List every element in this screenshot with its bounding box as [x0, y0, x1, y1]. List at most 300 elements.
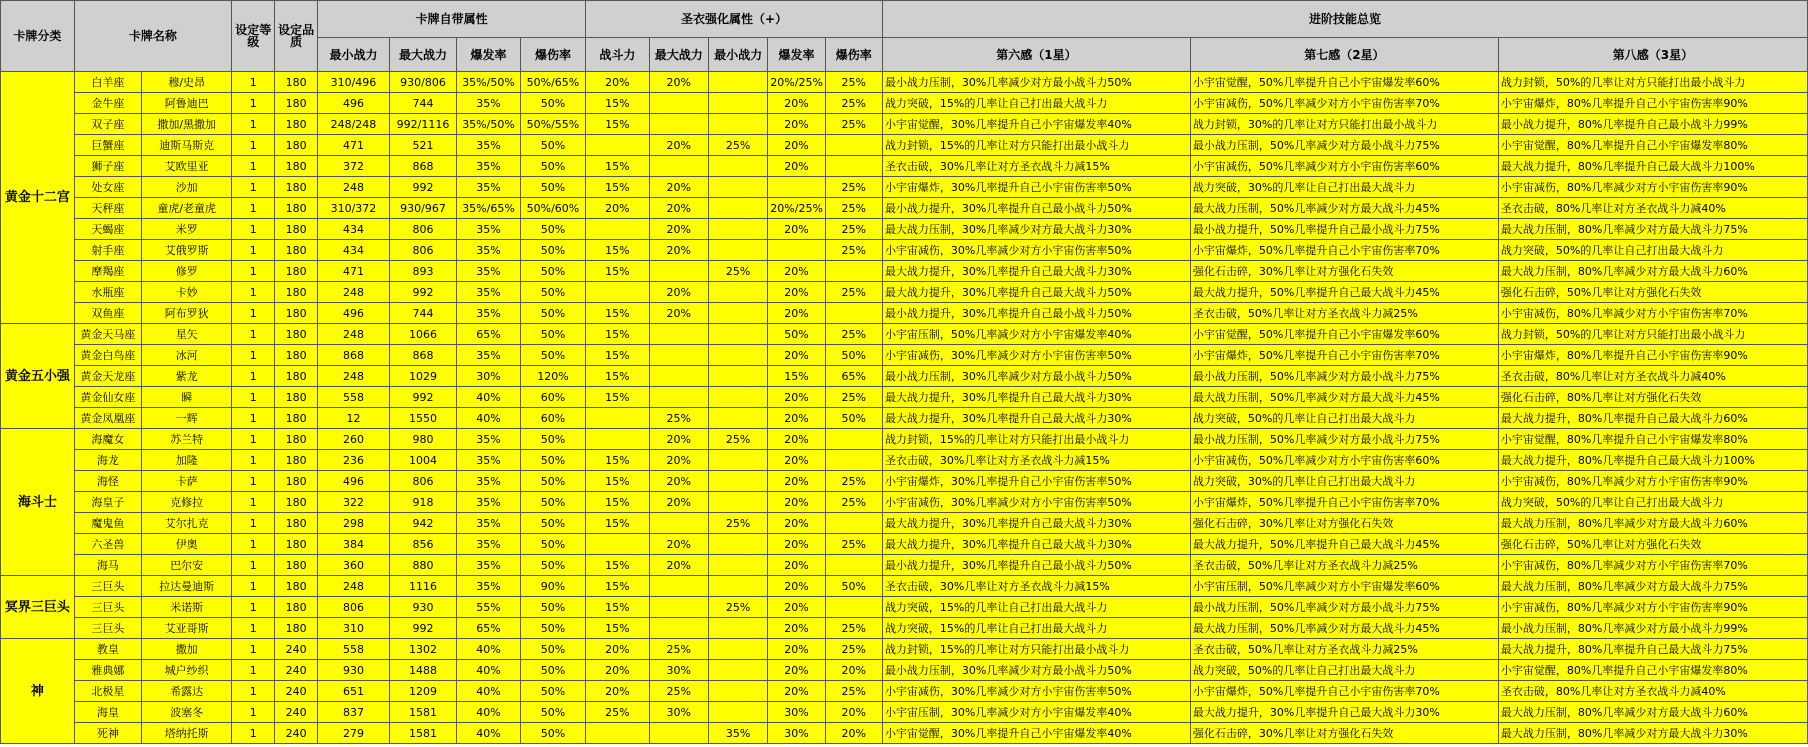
min-power-cell: 298 — [318, 513, 390, 534]
card-series-cell: 处女座 — [74, 177, 142, 198]
header-self-col: 爆发率 — [457, 38, 520, 72]
cloth-burst-rate-cell: 20% — [768, 618, 825, 639]
quality-cell: 180 — [275, 618, 318, 639]
cloth-power-cell: 25% — [586, 702, 649, 723]
skill-6th-cell: 战力封锁，15%的几率让对方只能打出最小战斗力 — [882, 639, 1190, 660]
table-row — [1, 534, 1808, 555]
cloth-max-power-cell: 20% — [649, 555, 708, 576]
cloth-power-cell — [586, 219, 649, 240]
table-row — [1, 660, 1808, 681]
skill-8th-cell: 小宇宙减伤，80%几率减少对方小宇宙伤害率70% — [1498, 555, 1807, 576]
cloth-max-power-cell — [649, 114, 708, 135]
cloth-burst-dmg-cell: 50% — [825, 576, 882, 597]
card-series-cell: 海魔女 — [74, 429, 142, 450]
cloth-max-power-cell — [649, 93, 708, 114]
burst-rate-cell: 35% — [457, 471, 520, 492]
card-series-cell: 海皇子 — [74, 492, 142, 513]
card-series-cell: 天蝎座 — [74, 219, 142, 240]
cloth-min-power-cell — [708, 156, 767, 177]
cloth-power-cell: 15% — [586, 303, 649, 324]
skill-6th-cell: 小宇宙压制，30%几率减少对方小宇宙爆发率40% — [882, 702, 1190, 723]
cloth-burst-rate-cell: 20% — [768, 534, 825, 555]
cloth-power-cell: 15% — [586, 114, 649, 135]
quality-cell: 180 — [275, 261, 318, 282]
table-row — [1, 282, 1808, 303]
burst-dmg-cell: 50% — [520, 555, 585, 576]
cloth-burst-dmg-cell: 25% — [825, 534, 882, 555]
burst-rate-cell: 40% — [457, 702, 520, 723]
skill-7th-cell: 战力突破，50%的几率让自己打出最大战斗力 — [1190, 660, 1498, 681]
cloth-power-cell: 15% — [586, 387, 649, 408]
table-row — [1, 702, 1808, 723]
burst-dmg-cell: 50% — [520, 618, 585, 639]
max-power-cell: 930 — [389, 597, 457, 618]
burst-dmg-cell: 60% — [520, 408, 585, 429]
card-series-cell: 海马 — [74, 555, 142, 576]
cloth-burst-rate-cell: 20%/25% — [768, 72, 825, 93]
table-row — [1, 492, 1808, 513]
max-power-cell: 1004 — [389, 450, 457, 471]
max-power-cell: 1302 — [389, 639, 457, 660]
skill-8th-cell: 战力封锁，50%的几率让对方只能打出最小战斗力 — [1498, 72, 1807, 93]
cloth-burst-dmg-cell: 25% — [825, 114, 882, 135]
quality-cell: 180 — [275, 387, 318, 408]
card-name-cell: 艾尔扎克 — [142, 513, 232, 534]
skill-7th-cell: 最小战力压制，50%几率减少对方最小战斗力75% — [1190, 429, 1498, 450]
burst-rate-cell: 40% — [457, 660, 520, 681]
burst-rate-cell: 35% — [457, 135, 520, 156]
card-name-cell: 穆/史昂 — [142, 72, 232, 93]
max-power-cell: 521 — [389, 135, 457, 156]
card-series-cell: 射手座 — [74, 240, 142, 261]
card-series-cell: 金牛座 — [74, 93, 142, 114]
table-row — [1, 366, 1808, 387]
skill-8th-cell: 战力突破，50%的几率让自己打出最大战斗力 — [1498, 240, 1807, 261]
skill-6th-cell: 小宇宙压制，50%几率减少对方小宇宙爆发率40% — [882, 324, 1190, 345]
cloth-min-power-cell — [708, 471, 767, 492]
table-row — [1, 408, 1808, 429]
cloth-power-cell — [586, 408, 649, 429]
quality-cell: 180 — [275, 177, 318, 198]
header-skill-col: 第八感（3星） — [1498, 38, 1807, 72]
level-cell: 1 — [232, 660, 275, 681]
cloth-burst-rate-cell: 20% — [768, 219, 825, 240]
card-name-cell: 米诺斯 — [142, 597, 232, 618]
table-row — [1, 681, 1808, 702]
min-power-cell: 434 — [318, 240, 390, 261]
skill-8th-cell: 小宇宙觉醒，80%几率提升自己小宇宙爆发率80% — [1498, 135, 1807, 156]
cloth-min-power-cell — [708, 660, 767, 681]
cloth-burst-dmg-cell: 65% — [825, 366, 882, 387]
burst-rate-cell: 35% — [457, 156, 520, 177]
card-name-cell: 撒加/黑撒加 — [142, 114, 232, 135]
max-power-cell: 930/967 — [389, 198, 457, 219]
cloth-min-power-cell — [708, 576, 767, 597]
cloth-power-cell: 15% — [586, 597, 649, 618]
cloth-power-cell: 15% — [586, 240, 649, 261]
card-series-cell: 天秤座 — [74, 198, 142, 219]
cloth-burst-rate-cell: 20% — [768, 660, 825, 681]
card-series-cell: 六圣兽 — [74, 534, 142, 555]
table-row — [1, 555, 1808, 576]
cloth-max-power-cell — [649, 366, 708, 387]
cloth-burst-rate-cell: 20% — [768, 492, 825, 513]
card-series-cell: 魔鬼鱼 — [74, 513, 142, 534]
skill-6th-cell: 小宇宙爆炸，30%几率提升自己小宇宙伤害率50% — [882, 177, 1190, 198]
level-cell: 1 — [232, 156, 275, 177]
header-cloth-col: 最大战力 — [649, 38, 708, 72]
cloth-min-power-cell — [708, 219, 767, 240]
min-power-cell: 930 — [318, 660, 390, 681]
min-power-cell: 360 — [318, 555, 390, 576]
table-row — [1, 324, 1808, 345]
quality-cell: 180 — [275, 156, 318, 177]
skill-7th-cell: 强化石击碎，30%几率让对方强化石失效 — [1190, 723, 1498, 744]
burst-dmg-cell: 50% — [520, 639, 585, 660]
cloth-burst-rate-cell: 20% — [768, 303, 825, 324]
cloth-burst-dmg-cell: 50% — [825, 408, 882, 429]
cloth-burst-rate-cell: 50% — [768, 324, 825, 345]
burst-dmg-cell: 50% — [520, 219, 585, 240]
burst-dmg-cell: 120% — [520, 366, 585, 387]
min-power-cell: 496 — [318, 471, 390, 492]
cloth-burst-dmg-cell — [825, 261, 882, 282]
card-series-cell: 狮子座 — [74, 156, 142, 177]
min-power-cell: 372 — [318, 156, 390, 177]
quality-cell: 180 — [275, 198, 318, 219]
skill-6th-cell: 最小战力压制，30%几率减少对方最小战斗力50% — [882, 660, 1190, 681]
min-power-cell: 558 — [318, 639, 390, 660]
level-cell: 1 — [232, 618, 275, 639]
card-name-cell: 米罗 — [142, 219, 232, 240]
cloth-min-power-cell — [708, 240, 767, 261]
card-name-cell: 城户纱织 — [142, 660, 232, 681]
card-series-cell: 雅典娜 — [74, 660, 142, 681]
cloth-min-power-cell — [708, 93, 767, 114]
table-row — [1, 177, 1808, 198]
cloth-burst-rate-cell: 20% — [768, 282, 825, 303]
level-cell: 1 — [232, 639, 275, 660]
level-cell: 1 — [232, 198, 275, 219]
min-power-cell: 384 — [318, 534, 390, 555]
burst-dmg-cell: 90% — [520, 576, 585, 597]
table-row — [1, 345, 1808, 366]
quality-cell: 180 — [275, 576, 318, 597]
cloth-burst-rate-cell: 20% — [768, 576, 825, 597]
max-power-cell: 806 — [389, 471, 457, 492]
quality-cell: 180 — [275, 303, 318, 324]
cloth-max-power-cell: 20% — [649, 177, 708, 198]
card-series-cell: 水瓶座 — [74, 282, 142, 303]
burst-rate-cell: 35% — [457, 534, 520, 555]
skill-6th-cell: 最大战力提升，30%几率提升自己最大战斗力50% — [882, 282, 1190, 303]
quality-cell: 180 — [275, 534, 318, 555]
skill-8th-cell: 最大战力提升，80%几率提升自己最大战斗力100% — [1498, 156, 1807, 177]
burst-rate-cell: 30% — [457, 366, 520, 387]
skill-8th-cell: 最大战力压制，80%几率减少对方最大战斗力75% — [1498, 219, 1807, 240]
max-power-cell: 992 — [389, 618, 457, 639]
cloth-power-cell — [586, 282, 649, 303]
level-cell: 1 — [232, 324, 275, 345]
skill-6th-cell: 小宇宙减伤，30%几率减少对方小宇宙伤害率50% — [882, 681, 1190, 702]
quality-cell: 180 — [275, 513, 318, 534]
category-cell: 黄金十二宫 — [1, 72, 75, 324]
skill-7th-cell: 小宇宙爆炸，50%几率提升自己小宇宙伤害率70% — [1190, 492, 1498, 513]
cloth-min-power-cell — [708, 177, 767, 198]
header-cloth-col: 最小战力 — [708, 38, 767, 72]
cloth-burst-rate-cell: 20% — [768, 387, 825, 408]
quality-cell: 180 — [275, 282, 318, 303]
card-series-cell: 海龙 — [74, 450, 142, 471]
cloth-burst-rate-cell: 30% — [768, 702, 825, 723]
card-series-cell: 黄金凤凰座 — [74, 408, 142, 429]
cloth-burst-rate-cell: 20% — [768, 513, 825, 534]
cloth-burst-dmg-cell — [825, 429, 882, 450]
header-card-name: 卡牌名称 — [74, 1, 232, 72]
skill-6th-cell: 战力封锁，15%的几率让对方只能打出最小战斗力 — [882, 135, 1190, 156]
cloth-min-power-cell: 35% — [708, 723, 767, 744]
skill-6th-cell: 圣衣击破，30%几率让对方圣衣战斗力减15% — [882, 450, 1190, 471]
skill-6th-cell: 战力突破，15%的几率让自己打出最大战斗力 — [882, 597, 1190, 618]
skill-6th-cell: 小宇宙减伤，30%几率减少对方小宇宙伤害率50% — [882, 345, 1190, 366]
cloth-burst-rate-cell: 20% — [768, 471, 825, 492]
cloth-burst-dmg-cell — [825, 450, 882, 471]
burst-dmg-cell: 50% — [520, 135, 585, 156]
cloth-min-power-cell — [708, 555, 767, 576]
skill-6th-cell: 小宇宙减伤，30%几率减少对方小宇宙伤害率50% — [882, 492, 1190, 513]
cloth-max-power-cell: 25% — [649, 681, 708, 702]
card-name-cell: 巴尔安 — [142, 555, 232, 576]
burst-dmg-cell: 50% — [520, 660, 585, 681]
cloth-max-power-cell: 25% — [649, 408, 708, 429]
burst-rate-cell: 35% — [457, 345, 520, 366]
card-name-cell: 希露达 — [142, 681, 232, 702]
skill-7th-cell: 最小战力压制，50%几率减少对方最小战斗力75% — [1190, 597, 1498, 618]
cloth-burst-rate-cell: 15% — [768, 366, 825, 387]
cloth-burst-dmg-cell: 25% — [825, 681, 882, 702]
skill-7th-cell: 小宇宙压制，50%几率减少对方小宇宙爆发率60% — [1190, 576, 1498, 597]
level-cell: 1 — [232, 450, 275, 471]
cloth-burst-rate-cell: 20% — [768, 261, 825, 282]
max-power-cell: 744 — [389, 303, 457, 324]
min-power-cell: 471 — [318, 135, 390, 156]
header-level: 设定等级 — [232, 1, 275, 72]
category-cell: 海斗士 — [1, 429, 75, 576]
card-series-cell: 巨蟹座 — [74, 135, 142, 156]
skill-6th-cell: 最小战力提升，30%几率提升自己最小战斗力50% — [882, 198, 1190, 219]
max-power-cell: 1488 — [389, 660, 457, 681]
cloth-max-power-cell: 20% — [649, 471, 708, 492]
cloth-max-power-cell: 20% — [649, 135, 708, 156]
card-series-cell: 摩羯座 — [74, 261, 142, 282]
cloth-power-cell: 15% — [586, 513, 649, 534]
skill-7th-cell: 战力封锁，30%的几率让对方只能打出最小战斗力 — [1190, 114, 1498, 135]
card-name-cell: 拉达曼迪斯 — [142, 576, 232, 597]
min-power-cell: 248 — [318, 576, 390, 597]
burst-rate-cell: 35% — [457, 450, 520, 471]
cloth-burst-dmg-cell: 25% — [825, 93, 882, 114]
min-power-cell: 12 — [318, 408, 390, 429]
quality-cell: 240 — [275, 723, 318, 744]
card-series-cell: 黄金天马座 — [74, 324, 142, 345]
skill-6th-cell: 最小战力压制，30%几率减少对方最小战斗力50% — [882, 366, 1190, 387]
cloth-burst-rate-cell: 20% — [768, 345, 825, 366]
skill-7th-cell: 小宇宙觉醒，50%几率提升自己小宇宙爆发率60% — [1190, 72, 1498, 93]
level-cell: 1 — [232, 513, 275, 534]
skill-8th-cell: 最大战力压制，80%几率减少对方最大战斗力60% — [1498, 513, 1807, 534]
quality-cell: 180 — [275, 492, 318, 513]
skill-7th-cell: 战力突破，50%的几率让自己打出最大战斗力 — [1190, 408, 1498, 429]
skill-7th-cell: 强化石击碎，30%几率让对方强化石失效 — [1190, 513, 1498, 534]
burst-dmg-cell: 50% — [520, 177, 585, 198]
level-cell: 1 — [232, 282, 275, 303]
level-cell: 1 — [232, 576, 275, 597]
cloth-min-power-cell — [708, 639, 767, 660]
cloth-power-cell: 15% — [586, 555, 649, 576]
min-power-cell: 496 — [318, 93, 390, 114]
table-row — [1, 723, 1808, 744]
card-series-cell: 海怪 — [74, 471, 142, 492]
cloth-min-power-cell — [708, 534, 767, 555]
card-series-cell: 三巨头 — [74, 618, 142, 639]
skill-8th-cell: 最小战力提升，80%几率提升自己最小战斗力99% — [1498, 114, 1807, 135]
level-cell: 1 — [232, 303, 275, 324]
max-power-cell: 1581 — [389, 723, 457, 744]
skill-8th-cell: 强化石击碎，50%几率让对方强化石失效 — [1498, 534, 1807, 555]
table-row — [1, 156, 1808, 177]
cloth-burst-rate-cell: 20% — [768, 408, 825, 429]
skill-8th-cell: 小宇宙觉醒，80%几率提升自己小宇宙爆发率80% — [1498, 429, 1807, 450]
quality-cell: 180 — [275, 597, 318, 618]
cloth-min-power-cell: 25% — [708, 597, 767, 618]
level-cell: 1 — [232, 72, 275, 93]
cloth-power-cell — [586, 429, 649, 450]
cloth-min-power-cell — [708, 282, 767, 303]
cloth-burst-rate-cell: 20% — [768, 639, 825, 660]
card-series-cell: 三巨头 — [74, 597, 142, 618]
table-row — [1, 261, 1808, 282]
header-category: 卡牌分类 — [1, 1, 75, 72]
level-cell: 1 — [232, 702, 275, 723]
burst-rate-cell: 35% — [457, 492, 520, 513]
burst-dmg-cell: 50% — [520, 597, 585, 618]
burst-dmg-cell: 50% — [520, 303, 585, 324]
cloth-burst-rate-cell: 20% — [768, 450, 825, 471]
skill-8th-cell: 强化石击碎，80%几率让对方强化石失效 — [1498, 387, 1807, 408]
level-cell: 1 — [232, 408, 275, 429]
cloth-burst-dmg-cell: 25% — [825, 198, 882, 219]
cloth-burst-rate-cell: 30% — [768, 723, 825, 744]
skill-7th-cell: 最大战力压制，50%几率减少对方最大战斗力45% — [1190, 198, 1498, 219]
skill-7th-cell: 小宇宙减伤，50%几率减少对方小宇宙伤害率70% — [1190, 93, 1498, 114]
burst-rate-cell: 40% — [457, 681, 520, 702]
cloth-min-power-cell — [708, 702, 767, 723]
min-power-cell: 496 — [318, 303, 390, 324]
card-series-cell: 教皇 — [74, 639, 142, 660]
header-self-col: 爆伤率 — [520, 38, 585, 72]
max-power-cell: 856 — [389, 534, 457, 555]
skill-7th-cell: 最大战力提升，30%几率提升自己最大战斗力30% — [1190, 702, 1498, 723]
burst-dmg-cell: 50% — [520, 492, 585, 513]
cloth-min-power-cell — [708, 450, 767, 471]
quality-cell: 180 — [275, 240, 318, 261]
cloth-max-power-cell — [649, 324, 708, 345]
skill-6th-cell: 小宇宙觉醒，30%几率提升自己小宇宙爆发率40% — [882, 723, 1190, 744]
skill-8th-cell: 最大战力压制，80%几率减少对方最大战斗力60% — [1498, 702, 1807, 723]
min-power-cell: 248/248 — [318, 114, 390, 135]
table-row — [1, 114, 1808, 135]
category-cell: 冥界三巨头 — [1, 576, 75, 639]
header-quality: 设定品质 — [275, 1, 318, 72]
cloth-power-cell: 15% — [586, 156, 649, 177]
quality-cell: 240 — [275, 660, 318, 681]
min-power-cell: 837 — [318, 702, 390, 723]
skill-7th-cell: 小宇宙爆炸，50%几率提升自己小宇宙伤害率70% — [1190, 240, 1498, 261]
max-power-cell: 930/806 — [389, 72, 457, 93]
cloth-max-power-cell — [649, 345, 708, 366]
cloth-burst-dmg-cell: 25% — [825, 639, 882, 660]
cloth-burst-dmg-cell: 25% — [825, 219, 882, 240]
cloth-max-power-cell: 20% — [649, 219, 708, 240]
skill-7th-cell: 小宇宙爆炸，50%几率提升自己小宇宙伤害率70% — [1190, 681, 1498, 702]
min-power-cell: 236 — [318, 450, 390, 471]
burst-rate-cell: 65% — [457, 324, 520, 345]
cloth-burst-rate-cell: 20% — [768, 597, 825, 618]
skill-7th-cell: 圣衣击破，50%几率让对方圣衣战斗力减25% — [1190, 303, 1498, 324]
max-power-cell: 868 — [389, 156, 457, 177]
cloth-burst-dmg-cell: 25% — [825, 72, 882, 93]
cloth-burst-dmg-cell: 20% — [825, 660, 882, 681]
cloth-power-cell: 20% — [586, 72, 649, 93]
burst-rate-cell: 35% — [457, 219, 520, 240]
burst-rate-cell: 35% — [457, 555, 520, 576]
card-name-cell: 卡萨 — [142, 471, 232, 492]
max-power-cell: 992 — [389, 177, 457, 198]
max-power-cell: 744 — [389, 93, 457, 114]
skill-7th-cell: 最小战力压制，50%几率减少对方最小战斗力75% — [1190, 366, 1498, 387]
max-power-cell: 992 — [389, 282, 457, 303]
skill-8th-cell: 圣衣击破，80%几率让对方圣衣战斗力减40% — [1498, 681, 1807, 702]
cloth-power-cell: 15% — [586, 618, 649, 639]
burst-dmg-cell: 60% — [520, 387, 585, 408]
cloth-burst-rate-cell: 20%/25% — [768, 198, 825, 219]
table-row — [1, 72, 1808, 93]
cloth-max-power-cell — [649, 261, 708, 282]
min-power-cell: 248 — [318, 282, 390, 303]
quality-cell: 240 — [275, 681, 318, 702]
min-power-cell: 248 — [318, 366, 390, 387]
skill-6th-cell: 战力突破，15%的几率让自己打出最大战斗力 — [882, 93, 1190, 114]
max-power-cell: 868 — [389, 345, 457, 366]
cloth-max-power-cell — [649, 618, 708, 639]
card-series-cell: 白羊座 — [74, 72, 142, 93]
skill-6th-cell: 最大战力提升，30%几率提升自己最大战斗力30% — [882, 513, 1190, 534]
card-name-cell: 瞬 — [142, 387, 232, 408]
min-power-cell: 310/372 — [318, 198, 390, 219]
skill-7th-cell: 最小战力提升，50%几率提升自己最小战斗力75% — [1190, 219, 1498, 240]
burst-dmg-cell: 50% — [520, 345, 585, 366]
min-power-cell: 279 — [318, 723, 390, 744]
card-name-cell: 艾俄罗斯 — [142, 240, 232, 261]
cloth-power-cell — [586, 135, 649, 156]
quality-cell: 180 — [275, 72, 318, 93]
skill-6th-cell: 最大战力提升，30%几率提升自己最大战斗力30% — [882, 534, 1190, 555]
burst-rate-cell: 65% — [457, 618, 520, 639]
table-row — [1, 93, 1808, 114]
skill-6th-cell: 最小战力提升，30%几率提升自己最小战斗力50% — [882, 303, 1190, 324]
skill-8th-cell: 最大战力提升，80%几率提升自己最大战斗力60% — [1498, 408, 1807, 429]
card-series-cell: 北极星 — [74, 681, 142, 702]
